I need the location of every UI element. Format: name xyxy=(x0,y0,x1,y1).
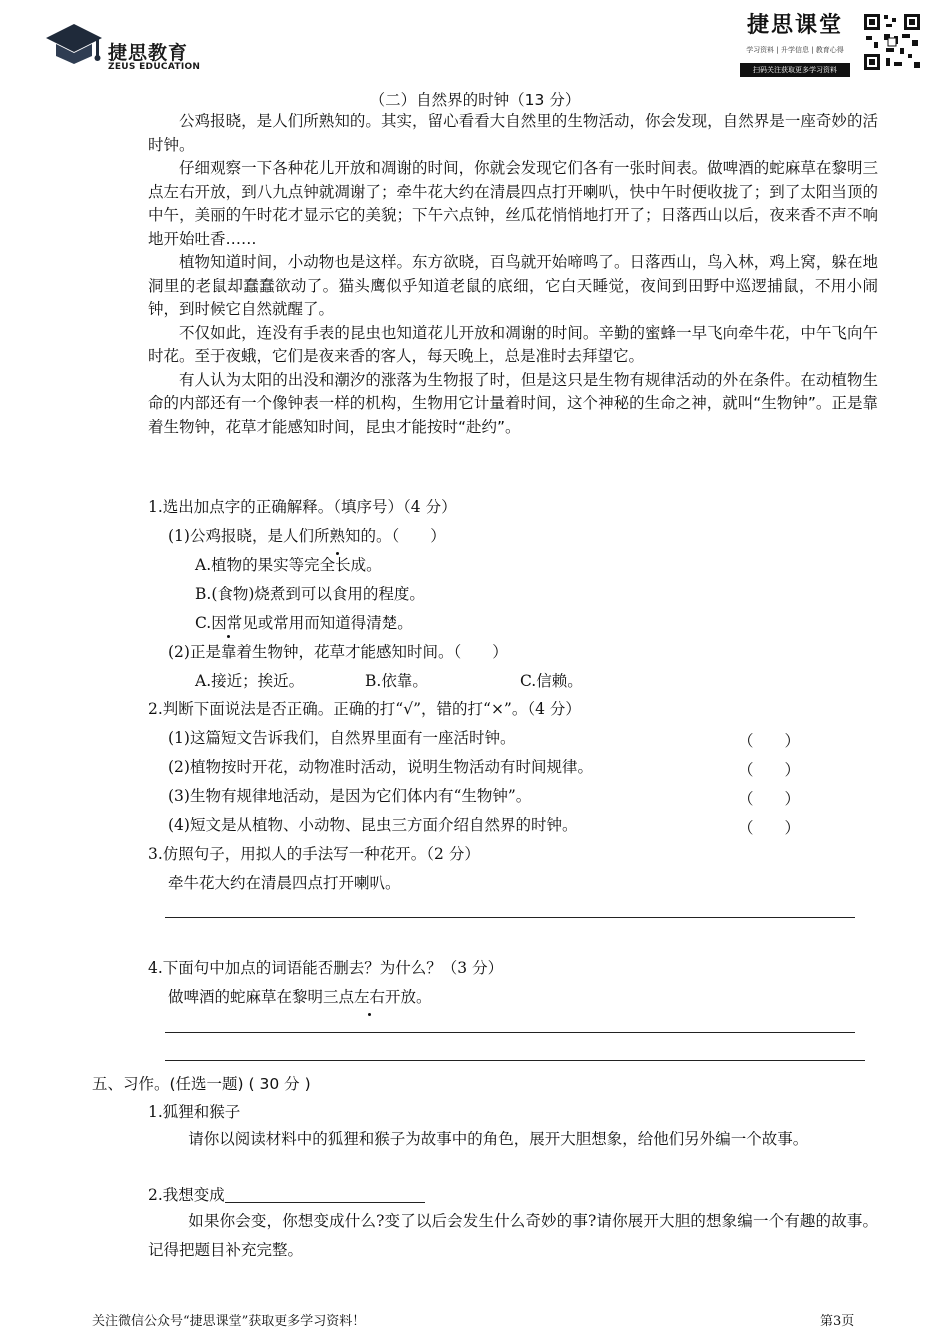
writing-topic-2-desc: 如果你会变，你想变成什么?变了以后会发生什么奇妙的事?请你展开大胆的想象编一个有趣的故事。记得把题目补充完整。 xyxy=(148,1212,878,1259)
q2-answer-blank-1[interactable]: （ ） xyxy=(738,732,801,750)
q1-sub1-option-b: B.(食物)烧煮到可以食用的程度。 xyxy=(195,585,425,603)
logo-name: 捷思教育 xyxy=(108,42,189,64)
q2-answer-blank-4[interactable]: （ ） xyxy=(738,819,801,837)
q4-dotted-word: 左右 xyxy=(354,983,385,1012)
writing-topic-2 xyxy=(148,1181,425,1209)
q2-item-2: (2)植物按时开花，动物准时活动，说明生物活动有时间规律。 xyxy=(168,758,593,776)
passage-paragraph-2: 仔细观察一下各种花儿开放和凋谢的时间，你就会发现它们各有一张时间表。做啤酒的蛇麻草在黎明三点左右开放，到八九点钟就凋谢了；牵牛花大约在清晨四点打开喇叭，快中午时便收拢了；到了太阳当顶的中午，美丽的午时花才显示它的美貌；下午六点钟，丝瓜花悄悄地打开了；日落西山以后，夜来香不声不响地开始吐香…… xyxy=(148,159,878,248)
q1-sub2-dotted-char: 靠 xyxy=(221,638,237,667)
q1-sub1-option-c: C.因常见或常用而知道得清楚。 xyxy=(195,614,413,632)
question-3 xyxy=(148,840,480,898)
passage-paragraph-3: 植物知道时间，小动物也是这样。东方欲晓，百鸟就开始啼鸣了。日落西山，鸟入林，鸡上窝，躲在地洞里的老鼠却蠢蠢欲动了。猫头鹰似乎知道老鼠的底细，它白天睡觉，夜间到田野中巡逻捕鼠，不用小闹钟，到时候它自然就醒了。 xyxy=(148,253,878,318)
brand-title: 捷思课堂 xyxy=(746,12,843,38)
q3-answer-line[interactable] xyxy=(165,917,855,918)
q1-sub2-text-b: 着生物钟，花草才能感知时间。（ ） xyxy=(236,643,508,661)
q1-sub2-options xyxy=(148,667,583,696)
question-1-sub-1 xyxy=(148,522,583,551)
logo-english: ZEUS EDUCATION xyxy=(108,62,201,72)
qr-code-icon xyxy=(862,12,922,72)
writing-topic-2-label: 2.我想变成 xyxy=(148,1186,225,1204)
brand-block xyxy=(740,8,850,78)
q1-sub2-option-a: A.接近；挨近。 xyxy=(195,672,305,690)
q1-sub2-option-c: C.信赖。 xyxy=(520,672,583,690)
passage-paragraph-4: 不仅如此，连没有手表的昆虫也知道花儿开放和凋谢的时间。辛勤的蜜蜂一早飞向牵牛花，中午飞向午时花。至于夜蛾，它们是夜来香的客人，每天晚上，总是准时去拜望它。 xyxy=(148,323,878,365)
question-1-sub-2 xyxy=(148,638,583,667)
section-title: （二）自然界的时钟（13 分） xyxy=(369,91,581,109)
passage-paragraph-5: 有人认为太阳的出没和潮汐的涨落为生物报了时，但是这只是生物有规律活动的外在条件。在动植物生命的内部还有一个像钟表一样的机构，生物用它计量着时间，这个神秘的生命之神，就叫“生物钟”。正是靠着生物钟，花草才能感知时间，昆虫才能按时“赴约”。 xyxy=(148,370,878,436)
brand-logo xyxy=(44,20,224,78)
q1-sub1-text-b: 知的。（ ） xyxy=(344,527,446,545)
reading-passage xyxy=(148,110,878,439)
question-3-example: 牵牛花大约在清晨四点打开喇叭。 xyxy=(168,874,401,892)
q1-sub2-text-a: (2)正是 xyxy=(168,643,221,661)
passage-paragraph-1: 公鸡报晓，是人们所熟知的。其实，留心看看大自然里的生物活动，你会发现，自然界是一座奇妙的活时钟。 xyxy=(148,112,878,154)
q1-sub1-option-a: A.植物的果实等完全长成。 xyxy=(195,556,382,574)
q4-text-b: 开放。 xyxy=(385,988,432,1006)
writing-topic-1: 1.狐狸和猴子 xyxy=(148,1103,241,1121)
q2-answer-blank-3[interactable]: （ ） xyxy=(738,790,801,808)
question-1 xyxy=(148,493,583,696)
writing-topic-2-blank[interactable] xyxy=(225,1184,425,1203)
brand-tags: 学习资料 | 升学信息 | 教育心得 xyxy=(746,46,844,54)
page-number: 第3页 xyxy=(820,1314,855,1329)
q4-answer-line-2[interactable] xyxy=(165,1060,865,1061)
writing-topic-1-desc: 请你以阅读材料中的狐狸和猴子为故事中的角色，展开大胆想象，给他们另外编一个故事。 xyxy=(188,1130,809,1148)
q2-item-4: (4)短文是从植物、小动物、昆虫三方面介绍自然界的时钟。 xyxy=(168,816,578,834)
q2-answer-blank-2[interactable]: （ ） xyxy=(738,761,801,779)
q1-sub1-dotted-char: 熟 xyxy=(329,522,345,551)
q2-item-3: (3)生物有规律地活动，是因为它们体内有“生物钟”。 xyxy=(168,787,532,805)
q1-sub1-text-a: (1)公鸡报晓，是人们所 xyxy=(168,527,330,545)
brand-bar: 扫码关注获取更多学习资料 xyxy=(740,63,850,77)
question-1-title: 1.选出加点字的正确解释。（填序号）（4 分） xyxy=(148,498,457,516)
writing-title: 五、习作。(任选一题) ( 30 分 ) xyxy=(92,1075,311,1093)
q1-sub2-option-b: B.依靠。 xyxy=(365,672,428,690)
q2-item-1: (1)这篇短文告诉我们，自然界里面有一座活时钟。 xyxy=(168,729,516,747)
question-3-title: 3.仿照句子，用拟人的手法写一种花开。（2 分） xyxy=(148,845,480,863)
question-4-title: 4.下面句中加点的词语能否删去？为什么？（3 分） xyxy=(148,959,504,977)
graduation-cap-icon xyxy=(44,20,104,72)
q4-answer-line-1[interactable] xyxy=(165,1032,855,1033)
q4-text-a: 做啤酒的蛇麻草在黎明三点 xyxy=(168,988,355,1006)
question-4 xyxy=(148,954,503,1012)
question-4-sentence xyxy=(148,983,503,1012)
footer-note: 关注微信公众号“捷思课堂”获取更多学习资料！ xyxy=(92,1314,366,1329)
question-2 xyxy=(148,695,593,840)
question-2-title: 2.判断下面说法是否正确。正确的打“√”，错的打“×”。（4 分） xyxy=(148,700,581,718)
